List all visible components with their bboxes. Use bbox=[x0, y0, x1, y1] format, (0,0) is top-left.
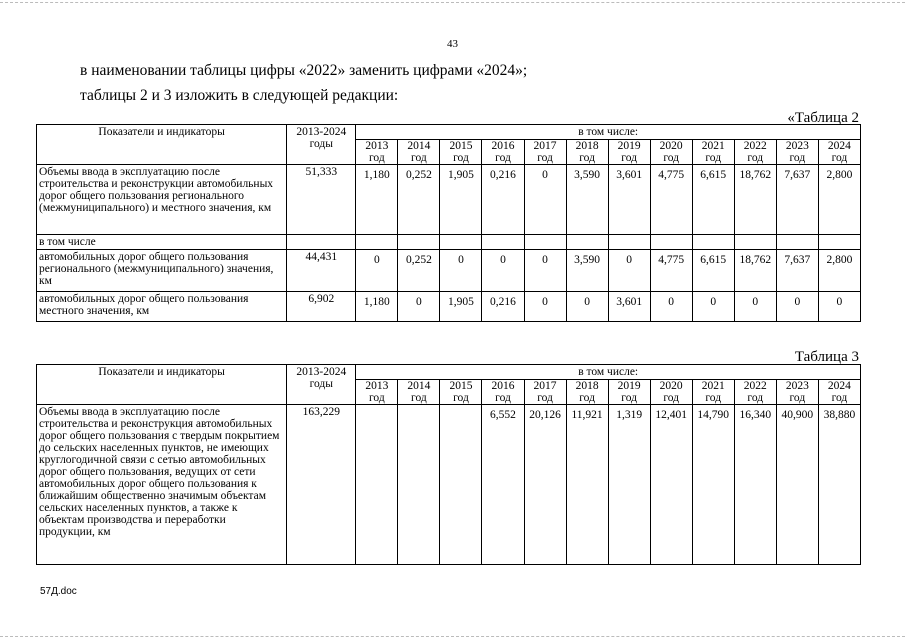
row-value: 0 bbox=[524, 292, 566, 322]
year-number: 2022 bbox=[743, 380, 767, 392]
year-number: 2015 bbox=[449, 140, 473, 152]
row-value: 7,637 bbox=[776, 165, 818, 235]
row-value bbox=[440, 235, 482, 250]
header-total-range: 2013-2024 bbox=[296, 366, 347, 378]
table-2 bbox=[36, 124, 861, 322]
row-value bbox=[692, 235, 734, 250]
year-unit: год bbox=[495, 392, 511, 404]
header-year bbox=[818, 140, 860, 165]
header-row bbox=[37, 365, 861, 380]
table-3 bbox=[36, 364, 861, 565]
year-number: 2017 bbox=[533, 380, 557, 392]
header-year bbox=[776, 140, 818, 165]
row-value: 38,880 bbox=[818, 405, 860, 565]
header-year bbox=[356, 380, 398, 405]
header-year bbox=[734, 140, 776, 165]
row-value: 4,775 bbox=[650, 250, 692, 292]
year-number: 2024 bbox=[827, 380, 851, 392]
table-row bbox=[37, 250, 861, 292]
row-value: 14,790 bbox=[692, 405, 734, 565]
year-unit: год bbox=[495, 152, 511, 164]
row-value: 0 bbox=[734, 292, 776, 322]
row-value bbox=[566, 235, 608, 250]
row-value: 0 bbox=[356, 250, 398, 292]
year-unit: год bbox=[453, 152, 469, 164]
row-value: 0 bbox=[566, 292, 608, 322]
year-unit: год bbox=[789, 392, 806, 404]
year-unit: год bbox=[579, 152, 595, 164]
row-total: 163,229 bbox=[287, 405, 356, 565]
header-total-range: 2013-2024 bbox=[296, 126, 347, 138]
row-value bbox=[440, 405, 482, 565]
row-value: 16,340 bbox=[734, 405, 776, 565]
year-number: 2016 bbox=[491, 140, 515, 152]
row-total: 44,431 bbox=[287, 250, 356, 292]
table2-label: «Таблица 2 bbox=[787, 110, 859, 126]
header-year bbox=[650, 140, 692, 165]
header-year bbox=[608, 140, 650, 165]
row-value: 4,775 bbox=[650, 165, 692, 235]
row-value: 7,637 bbox=[776, 250, 818, 292]
year-number: 2021 bbox=[701, 380, 725, 392]
row-value bbox=[356, 405, 398, 565]
row-value: 0 bbox=[524, 250, 566, 292]
row-value: 2,800 bbox=[818, 165, 860, 235]
header-total bbox=[287, 125, 356, 165]
row-value bbox=[734, 235, 776, 250]
header-indicator: Показатели и индикаторы bbox=[37, 125, 287, 165]
row-value: 0 bbox=[692, 292, 734, 322]
row-value: 0 bbox=[482, 250, 524, 292]
year-unit: год bbox=[537, 392, 553, 404]
row-value: 11,921 bbox=[566, 405, 608, 565]
row-value: 0 bbox=[524, 165, 566, 235]
header-year bbox=[734, 380, 776, 405]
row-value: 18,762 bbox=[734, 165, 776, 235]
year-unit: год bbox=[705, 152, 722, 164]
row-value bbox=[398, 405, 440, 565]
year-unit: год bbox=[621, 392, 637, 404]
row-total: 6,902 bbox=[287, 292, 356, 322]
row-value bbox=[650, 235, 692, 250]
row-value: 6,552 bbox=[482, 405, 524, 565]
table3-label: Таблица 3 bbox=[794, 349, 859, 365]
year-number: 2021 bbox=[701, 140, 725, 152]
row-value bbox=[776, 235, 818, 250]
header-year bbox=[524, 380, 566, 405]
row-indicator: Объемы ввода в эксплуатацию после строительства и реконструкция автомобильных дорог общего пользования с твердым покрытием до сельских населенных пунктов, не имеющих круглогодичной связи с сетью автомобильных дорог общего пользования, ведущих от сети автомобильных дорог общего пользования к ближайшим общественно значимым объектам сельских населенных пунктов, а также к объектам производства и переработки продукции, км bbox=[37, 405, 287, 565]
header-year bbox=[524, 140, 566, 165]
row-value: 0 bbox=[608, 250, 650, 292]
year-number: 2023 bbox=[785, 380, 809, 392]
row-value: 0 bbox=[818, 292, 860, 322]
row-value: 0 bbox=[650, 292, 692, 322]
header-year bbox=[776, 380, 818, 405]
table-row bbox=[37, 292, 861, 322]
header-year bbox=[818, 380, 860, 405]
page-number: 43 bbox=[447, 38, 458, 50]
year-unit: год bbox=[453, 392, 469, 404]
row-total bbox=[287, 235, 356, 250]
header-year bbox=[608, 380, 650, 405]
header-year bbox=[440, 140, 482, 165]
header-year bbox=[398, 380, 440, 405]
row-value: 1,180 bbox=[356, 165, 398, 235]
row-value: 0 bbox=[440, 250, 482, 292]
header-row bbox=[37, 125, 861, 140]
year-number: 2014 bbox=[407, 140, 431, 152]
row-indicator: в том числе bbox=[37, 235, 287, 250]
row-value: 0 bbox=[776, 292, 818, 322]
year-number: 2019 bbox=[617, 380, 641, 392]
year-number: 2023 bbox=[785, 140, 809, 152]
header-year bbox=[398, 140, 440, 165]
year-number: 2015 bbox=[449, 380, 473, 392]
row-value: 3,590 bbox=[566, 165, 608, 235]
row-value: 12,401 bbox=[650, 405, 692, 565]
row-value bbox=[398, 235, 440, 250]
row-value: 1,180 bbox=[356, 292, 398, 322]
year-unit: год bbox=[411, 152, 427, 164]
row-value: 0,216 bbox=[482, 292, 524, 322]
row-value: 1,905 bbox=[440, 165, 482, 235]
row-value: 0,252 bbox=[398, 165, 440, 235]
year-number: 2022 bbox=[743, 140, 767, 152]
header-total-unit: годы bbox=[309, 378, 334, 390]
header-year bbox=[482, 140, 524, 165]
year-unit: год bbox=[579, 392, 595, 404]
year-number: 2024 bbox=[827, 140, 851, 152]
year-unit: год bbox=[831, 152, 848, 164]
header-year bbox=[650, 380, 692, 405]
year-unit: год bbox=[621, 152, 637, 164]
year-unit: год bbox=[789, 152, 806, 164]
row-value: 3,601 bbox=[608, 165, 650, 235]
row-value: 3,590 bbox=[566, 250, 608, 292]
year-number: 2016 bbox=[491, 380, 515, 392]
row-value bbox=[608, 235, 650, 250]
header-year bbox=[692, 140, 734, 165]
row-value: 2,800 bbox=[818, 250, 860, 292]
year-unit: год bbox=[369, 392, 385, 404]
bottom-dashed-line bbox=[0, 636, 905, 637]
header-including: в том числе: bbox=[356, 125, 861, 140]
header-year bbox=[440, 380, 482, 405]
header-year bbox=[566, 380, 608, 405]
row-value: 6,615 bbox=[692, 250, 734, 292]
row-value: 3,601 bbox=[608, 292, 650, 322]
intro-line-1: в наименовании таблицы цифры «2022» заменить цифрами «2024»; bbox=[80, 62, 528, 79]
row-value bbox=[524, 235, 566, 250]
year-unit: год bbox=[537, 152, 553, 164]
year-number: 2013 bbox=[365, 140, 389, 152]
header-including: в том числе: bbox=[356, 365, 861, 380]
table-row bbox=[37, 405, 861, 565]
row-value bbox=[482, 235, 524, 250]
header-year bbox=[692, 380, 734, 405]
row-indicator: Объемы ввода в эксплуатацию после строительства и реконструкции автомобильных дорог общего пользования регионального (межмуниципального) и местного значения, км bbox=[37, 165, 287, 235]
row-value: 0,216 bbox=[482, 165, 524, 235]
row-value: 20,126 bbox=[524, 405, 566, 565]
row-value: 18,762 bbox=[734, 250, 776, 292]
year-number: 2020 bbox=[659, 140, 683, 152]
header-total-unit: годы bbox=[309, 138, 334, 150]
top-dashed-line bbox=[0, 2, 905, 3]
row-value: 0,252 bbox=[398, 250, 440, 292]
header-year bbox=[482, 380, 524, 405]
year-unit: год bbox=[747, 152, 764, 164]
intro-line-2: таблицы 2 и 3 изложить в следующей редакции: bbox=[80, 87, 399, 104]
row-total: 51,333 bbox=[287, 165, 356, 235]
year-number: 2014 bbox=[407, 380, 431, 392]
year-number: 2013 bbox=[365, 380, 389, 392]
year-unit: год bbox=[411, 392, 427, 404]
year-number: 2019 bbox=[617, 140, 641, 152]
row-value bbox=[356, 235, 398, 250]
row-value bbox=[818, 235, 860, 250]
year-unit: год bbox=[663, 152, 680, 164]
header-total bbox=[287, 365, 356, 405]
year-unit: год bbox=[747, 392, 764, 404]
row-value: 0 bbox=[398, 292, 440, 322]
table-row bbox=[37, 165, 861, 235]
year-number: 2017 bbox=[533, 140, 557, 152]
table-row bbox=[37, 235, 861, 250]
header-year bbox=[356, 140, 398, 165]
year-unit: год bbox=[705, 392, 722, 404]
row-value: 40,900 bbox=[776, 405, 818, 565]
year-unit: год bbox=[663, 392, 680, 404]
row-value: 1,319 bbox=[608, 405, 650, 565]
year-unit: год bbox=[369, 152, 385, 164]
row-value: 6,615 bbox=[692, 165, 734, 235]
year-number: 2020 bbox=[659, 380, 683, 392]
year-number: 2018 bbox=[575, 140, 599, 152]
footer-filename: 57Д.doc bbox=[40, 586, 77, 597]
header-year bbox=[566, 140, 608, 165]
row-value: 1,905 bbox=[440, 292, 482, 322]
row-indicator: автомобильных дорог общего пользования регионального (межмуниципального) значения, км bbox=[37, 250, 287, 292]
row-indicator: автомобильных дорог общего пользования местного значения, км bbox=[37, 292, 287, 322]
header-indicator: Показатели и индикаторы bbox=[37, 365, 287, 405]
year-unit: год bbox=[831, 392, 848, 404]
year-number: 2018 bbox=[575, 380, 599, 392]
